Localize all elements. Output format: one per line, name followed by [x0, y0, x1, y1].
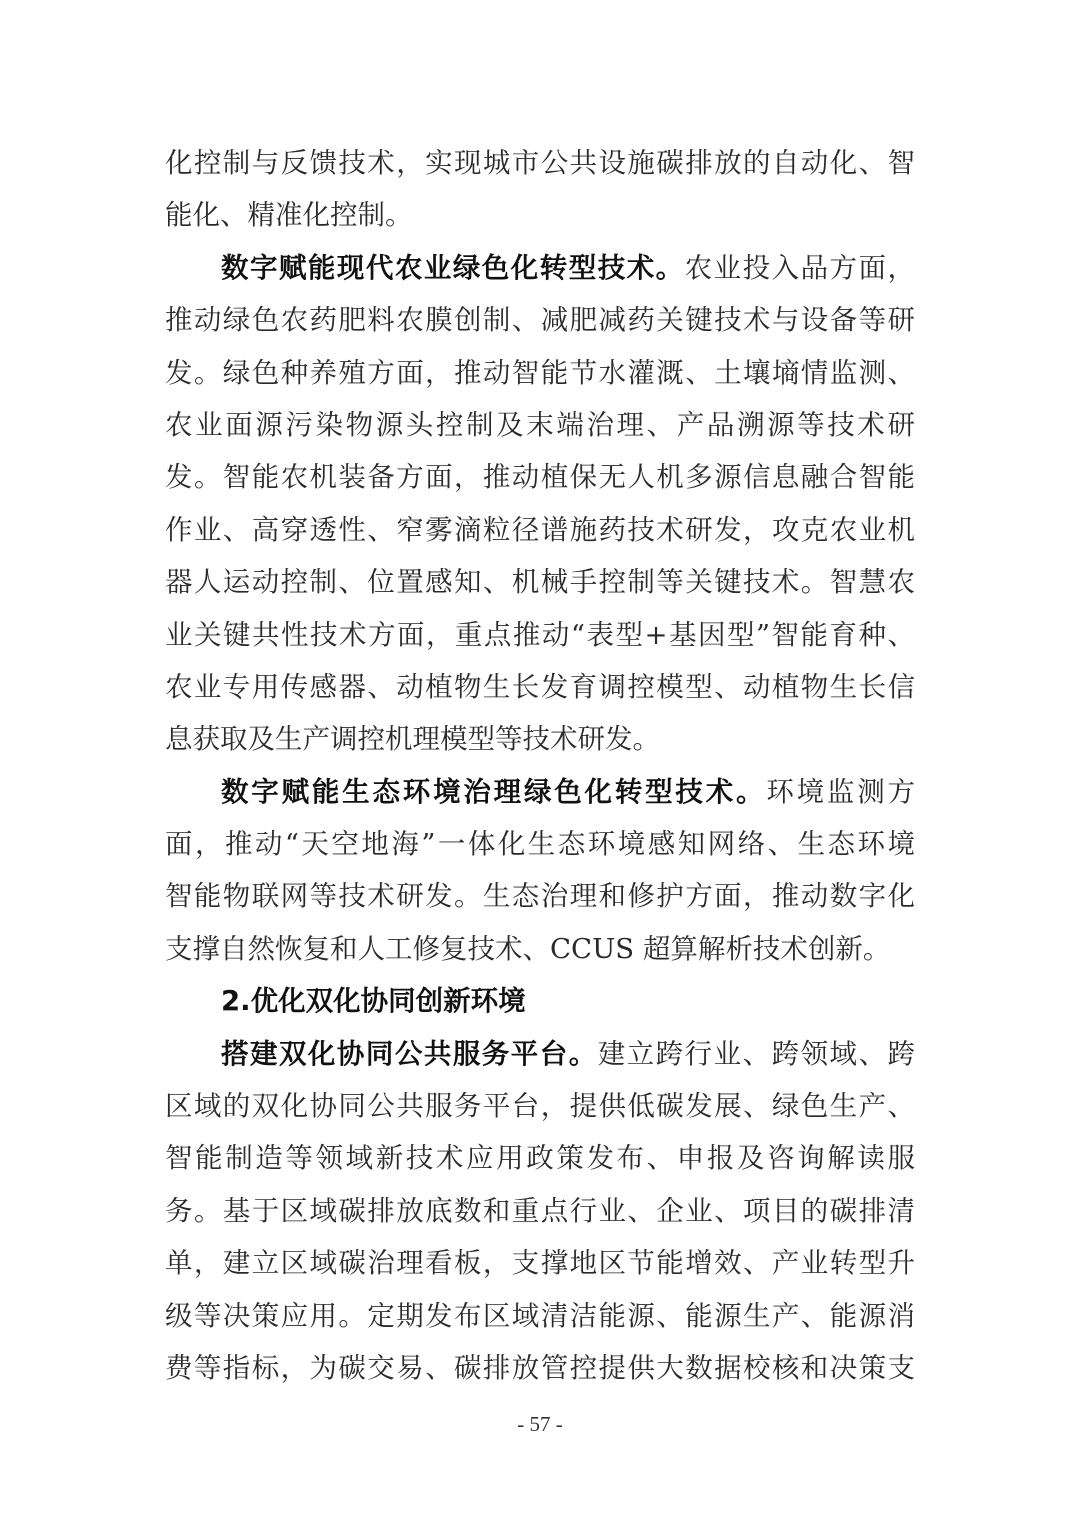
- text-span: 环境监测方: [766, 775, 916, 808]
- text-line: 单，建立区域碳治理看板，支撑地区节能增效、产业转型升: [165, 1247, 915, 1280]
- text-line: 务。基于区域碳排放底数和重点行业、企业、项目的碳排清: [165, 1194, 915, 1227]
- text-line: 费等指标，为碳交易、碳排放管控提供大数据校核和决策支: [165, 1351, 915, 1384]
- paragraph-first-line: [165, 769, 915, 821]
- paragraph-first-line: [165, 1031, 915, 1083]
- text-line: 智能物联网等技术研发。生态治理和修护方面，推动数字化: [165, 880, 915, 913]
- text-line: 业关键共性技术方面，重点推动“表型+基因型”智能育种、: [165, 618, 915, 651]
- section-heading: 2.优化双化协同创新环境: [221, 985, 526, 1018]
- text-line: 区域的双化协同公共服务平台，提供低碳发展、绿色生产、: [165, 1090, 915, 1123]
- text-line: 级等决策应用。定期发布区域清洁能源、能源生产、能源消: [165, 1299, 915, 1332]
- text-line: 发。绿色种养殖方面，推动智能节水灌溉、土壤墒情监测、: [165, 356, 915, 389]
- text-line: 发。智能农机装备方面，推动植保无人机多源信息融合智能: [165, 461, 915, 494]
- text-line: 息获取及生产调控机理模型等技术研发。: [165, 723, 660, 756]
- text-line: 作业、高穿透性、窄雾滴粒径谱施药技术研发，攻克农业机: [165, 513, 915, 546]
- text-line: 面，推动“天空地海”一体化生态环境感知网络、生态环境: [165, 828, 915, 861]
- paragraph-first-line: [165, 245, 915, 297]
- text-line: 能化、精准化控制。: [165, 199, 413, 232]
- text-line: 器人运动控制、位置感知、机械手控制等关键技术。智慧农: [165, 566, 915, 599]
- text-line: 化控制与反馈技术，实现城市公共设施碳排放的自动化、智: [165, 147, 915, 179]
- text-span: 农业投入品方面，: [684, 251, 916, 284]
- document-body: [165, 140, 915, 1397]
- text-line: 支撑自然恢复和人工修复技术、CCUS 超算解析技术创新。: [165, 932, 891, 965]
- text-line: 农业专用传感器、动植物生长发育调控模型、动植物生长信: [165, 670, 915, 703]
- text-line: 推动绿色农药肥料农膜创制、减肥减药关键技术与设备等研: [165, 304, 915, 337]
- text-span: 建立跨行业、跨领域、跨: [597, 1037, 916, 1070]
- page-number: - 57 -: [517, 1412, 563, 1436]
- text-line: 智能制造等领域新技术应用政策发布、申报及咨询解读服: [165, 1142, 915, 1175]
- bold-lead-platform: 搭建双化协同公共服务平台。: [221, 1037, 598, 1070]
- bold-lead-agriculture: 数字赋能现代农业绿色化转型技术。: [221, 251, 685, 284]
- bold-lead-ecology: 数字赋能生态环境治理绿色化转型技术。: [221, 775, 767, 808]
- text-line: 农业面源污染物源头控制及末端治理、产品溯源等技术研: [165, 408, 915, 441]
